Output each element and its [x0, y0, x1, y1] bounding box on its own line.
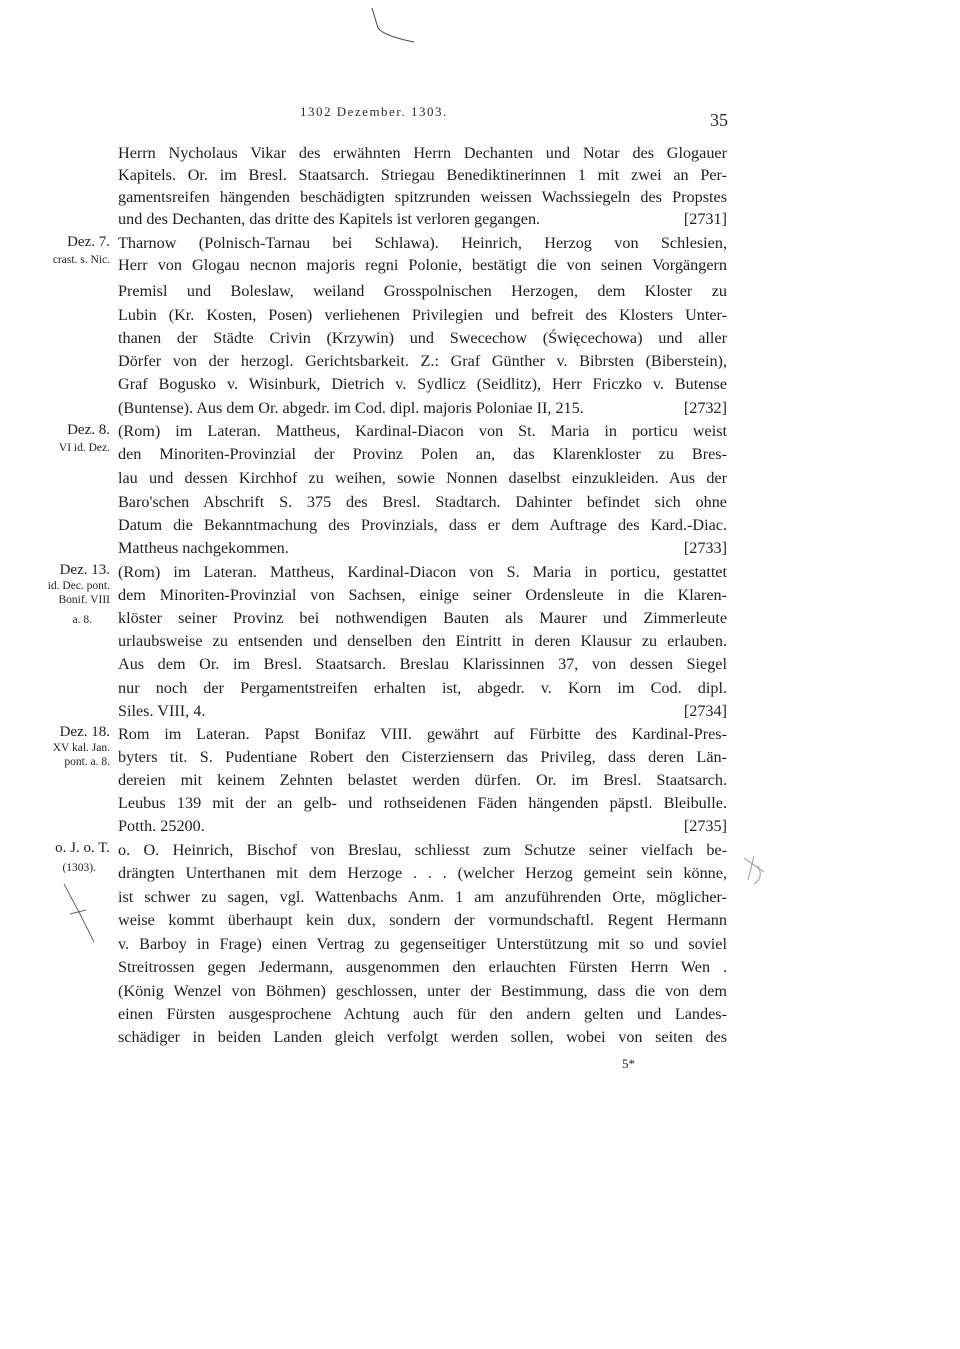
text-line: Lubin (Kr. Kosten, Posen) verliehenen Privilegien und befreit des Klosters Unter- [118, 306, 727, 324]
entry-number: [2733] [683, 539, 727, 557]
text-line: o. O. Heinrich, Bischof von Breslau, schliesst zum Schutze seiner vielfach be- [118, 841, 727, 859]
text-line: klöster seiner Provinz bei nothwendigen Bauten als Maurer und Zimmerleute [118, 609, 727, 627]
text-line: schädiger in beiden Landen gleich verfolgt werden sollen, wobei von seiten des [118, 1028, 727, 1046]
margin-year-note: (1303). [62, 862, 96, 874]
text-line: dereien mit keinem Zehnten belastet werden dürfen. Or. im Bresl. Staatsarch. [118, 771, 727, 789]
margin-date: Dez. 8. [67, 422, 110, 438]
margin-date: Dez. 18. [59, 724, 110, 740]
text-line: und des Dechanten, das dritte des Kapitels ist verloren gegangen. [118, 210, 541, 228]
scan-mark-top [370, 6, 420, 46]
entry-number: [2734] [683, 702, 727, 720]
text-line: einen Fürsten ausgesprochene Achtung auch für den andern gelten und Landes- [118, 1005, 727, 1023]
entry-number: [2735] [683, 817, 727, 835]
text-line: urlaubsweise zu entsenden und denselben den Eintritt in deren Klausur zu erlauben. [118, 632, 727, 650]
margin-feast-note: Bonif. VIII [58, 594, 110, 606]
text-line: Herrn Nycholaus Vikar des erwähnten Herrn Dechanten und Notar des Glogauer [118, 144, 727, 162]
text-line-with-ref [118, 397, 727, 419]
entry-number: [2731] [683, 210, 727, 228]
text-line: Potth. 25200. [118, 817, 205, 835]
text-line-with-ref [118, 815, 727, 837]
text-line: thanen der Städte Crivin (Krzywin) und Swecechow (Święcechowa) und aller [118, 329, 727, 347]
text-line: nur noch der Pergamentstreifen erhalten ist, abgedr. v. Korn im Cod. dipl. [118, 679, 727, 697]
text-line: (König Wenzel von Böhmen) geschlossen, unter der Bestimmung, dass die von dem [118, 982, 727, 1000]
text-line: Herr von Glogau necnon majoris regni Polonie, bestätigt die von seinen Vorgängern [118, 256, 727, 274]
text-line: drängten Unterthanen mit dem Herzoge . . . (welcher Herzog gemeint sein könne, [118, 864, 727, 882]
text-line: den Minoriten-Provinzial der Provinz Polen an, das Klarenkloster zu Bres- [118, 445, 727, 463]
page-number: 35 [710, 110, 728, 130]
text-line: Datum die Bekanntmachung des Provinzials, dass er dem Auftrage des Kard.-Diac. [118, 516, 727, 534]
text-line: Dörfer von der herzogl. Gerichtsbarkeit. Z.: Graf Günther v. Bibrsten (Biberstein), [118, 352, 727, 370]
text-line: v. Barboy in Frage) einen Vertrag zu gegenseitiger Unterstützung mit so und soviel [118, 935, 727, 953]
pencil-mark-right [740, 852, 770, 888]
text-line: Siles. VIII, 4. [118, 702, 206, 720]
text-line: dem Minoriten-Provinzial von Sachsen, einige seiner Ordensleute in die Klaren- [118, 586, 727, 604]
text-line: (Buntense). Aus dem Or. abgedr. im Cod. dipl. majoris Poloniae II, 215. [118, 399, 584, 417]
text-line: Premisl und Boleslaw, weiland Grosspolnischen Herzogen, dem Kloster zu [118, 282, 727, 300]
entry-number: [2732] [683, 399, 727, 417]
text-line-with-ref [118, 700, 727, 722]
margin-feast-note: XV kal. Jan. [52, 742, 110, 754]
text-line: (Rom) im Lateran. Mattheus, Kardinal-Diacon von S. Maria in porticu, gestattet [118, 563, 727, 581]
text-line: weise kommt überhaupt kein dux, sondern der vormundschaftl. Regent Hermann [118, 911, 727, 929]
text-line: Aus dem Or. im Bresl. Staatsarch. Breslau Klarissinnen 37, von dessen Siegel [118, 655, 727, 673]
text-line: Mattheus nachgekommen. [118, 539, 289, 557]
text-line: lau und dessen Kirchhof zu weihen, sowie Nonnen daselbst einzukleiden. Aus der [118, 469, 727, 487]
text-line: Graf Bogusko v. Wisinburk, Dietrich v. Sydlicz (Seidlitz), Herr Friczko v. Butense [118, 375, 727, 393]
margin-date: Dez. 7. [67, 234, 110, 250]
text-line: ist schwer zu sagen, vgl. Wattenbachs Anm. 1 am anzuführenden Orte, möglicher- [118, 888, 727, 906]
margin-date: Dez. 13. [59, 562, 110, 578]
text-line: Tharnow (Polnisch-Tarnau bei Schlawa). Heinrich, Herzog von Schlesien, [118, 234, 727, 252]
margin-date: o. J. o. T. [55, 840, 110, 856]
pencil-mark-margin [60, 880, 100, 950]
text-line: (Rom) im Lateran. Mattheus, Kardinal-Diacon von St. Maria in porticu weist [118, 422, 727, 440]
text-line: Streitrossen gegen Jedermann, ausgenommen den erlauchten Fürsten Herrn Wen . [118, 958, 727, 976]
text-line: Rom im Lateran. Papst Bonifaz VIII. gewährt auf Fürbitte des Kardinal-Pres- [118, 725, 727, 743]
text-line: gamentsreifen hängenden beschädigten spitzrunden weissen Wachssiegeln des Propstes [118, 188, 727, 206]
text-line: Baro'schen Abschrift S. 375 des Bresl. Stadtarch. Dahinter befindet sich ohne [118, 493, 727, 511]
margin-feast-note: id. Dec. pont. [47, 580, 110, 592]
text-line-with-ref [118, 537, 727, 559]
margin-feast-note: VI id. Dez. [58, 442, 110, 454]
running-head: 1302 Dezember. 1303. [300, 104, 448, 119]
text-line: Kapitels. Or. im Bresl. Staatsarch. Striegau Benediktinerinnen 1 mit zwei an Per- [118, 166, 727, 184]
margin-feast-note: crast. s. Nic. [52, 254, 110, 266]
text-line-with-ref [118, 208, 727, 230]
margin-feast-note: a. 8. [72, 614, 92, 626]
text-line: Leubus 139 mit der an gelb- und rothseidenen Fäden hängenden päpstl. Bleibulle. [118, 794, 727, 812]
text-line: byters tit. S. Pudentiane Robert den Cisterziensern das Privileg, dass deren Län- [118, 748, 727, 766]
signature-mark: 5* [622, 1056, 635, 1071]
margin-feast-note: pont. a. 8. [64, 756, 110, 768]
